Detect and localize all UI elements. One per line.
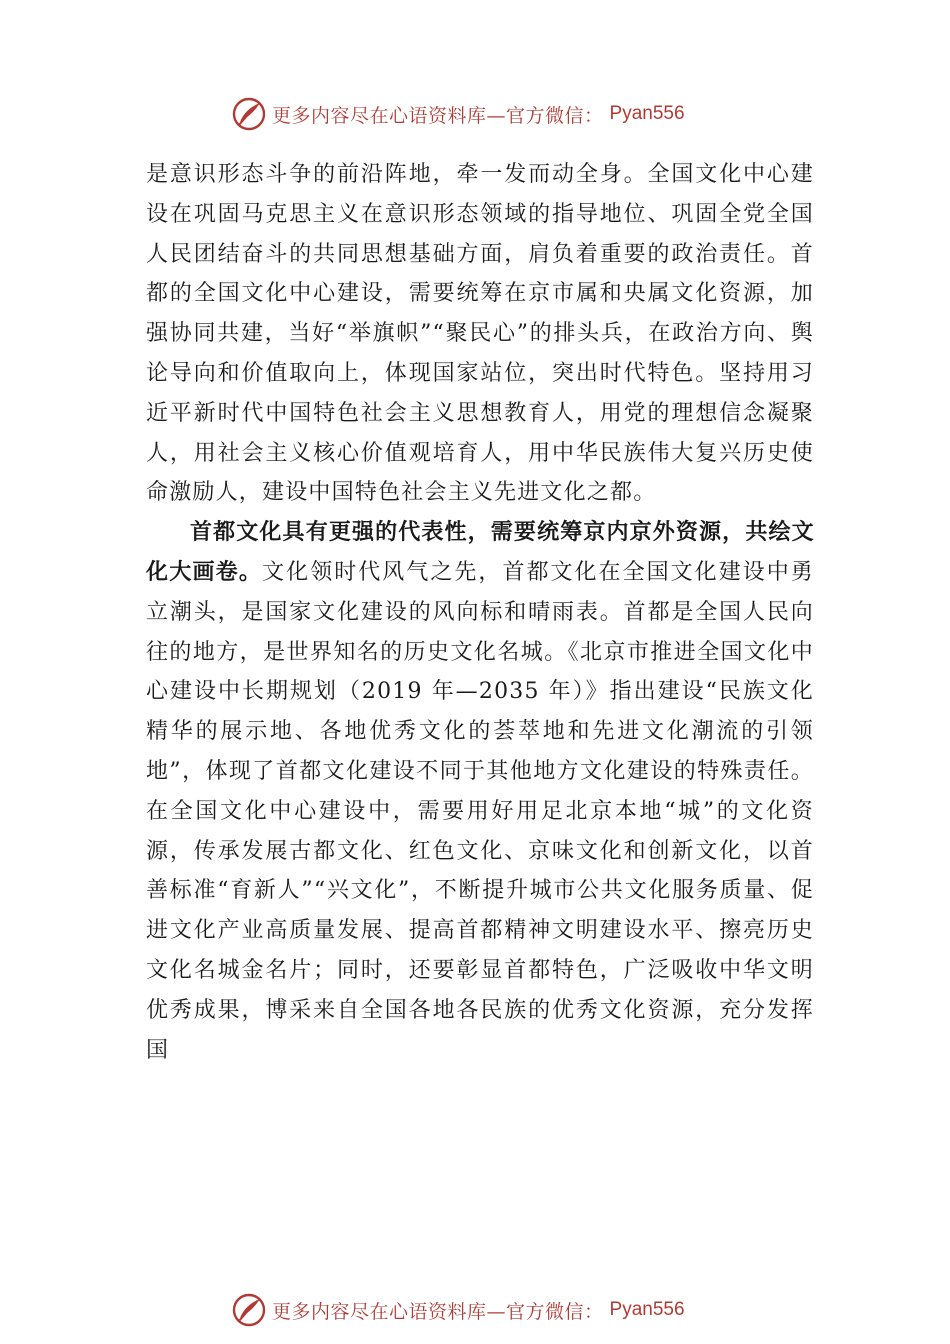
- header-wechat-id: Pyan556: [609, 103, 685, 124]
- article-body: [146, 155, 814, 1070]
- header-text: 更多内容尽在心语资料库—官方微信：: [272, 104, 604, 127]
- footer-banner: [232, 1292, 685, 1328]
- paragraph-2: [146, 513, 814, 1070]
- quill-logo-icon: [232, 1293, 266, 1327]
- paragraph-1: 是意识形态斗争的前沿阵地，牵一发而动全身。全国文化中心建设在巩固马克思主义在意识形态领域的指导地位、巩固全党全国人民团结奋斗的共同思想基础方面，肩负着重要的政治责任。首都的全国文化中心建设，需要统筹在京市属和央属文化资源，加强协同共建，当好“举旗帜”“聚民心”的排头兵，在政治方向、舆论导向和价值取向上，体现国家站位，突出时代特色。坚持用习近平新时代中国特色社会主义思想教育人，用党的理想信念凝聚人，用社会主义核心价值观培育人，用中华民族伟大复兴历史使命激励人，建设中国特色社会主义先进文化之都。: [146, 162, 814, 506]
- header-banner: [232, 96, 685, 132]
- paragraph-2-lead: 首都文化具有更强的代表性，需要统筹京内京外资源，共绘文化大画卷。: [146, 520, 814, 585]
- paragraph-2-text: 文化领时代风气之先，首都文化在全国文化建设中勇立潮头，是国家文化建设的风向标和晴雨表。首都是全国人民向往的地方，是世界知名的历史文化名城。《北京市推进全国文化中心建设中长期规划（2019 年—2035 年）》指出建设“民族文化精华的展示地、各地优秀文化的荟萃地和先进文化潮流的引领地”，体现了首都文化建设不同于其他地方文化建设的特殊责任。在全国文化中心建设中，需要用好用足北京本地“城”的文化资源，传承发展古都文化、红色文化、京味文化和创新文化，以首善标准“育新人”“兴文化”，不断提升城市公共文化服务质量、促进文化产业高质量发展、提高首都精神文明建设水平、擦亮历史文化名城金名片；同时，还要彰显首都特色，广泛吸收中华文明优秀成果，博采来自全国各地各民族的优秀文化资源，充分发挥国: [146, 559, 814, 1063]
- footer-text: 更多内容尽在心语资料库—官方微信：: [272, 1300, 604, 1323]
- footer-wechat-id: Pyan556: [609, 1299, 685, 1320]
- quill-logo-icon: [232, 97, 266, 131]
